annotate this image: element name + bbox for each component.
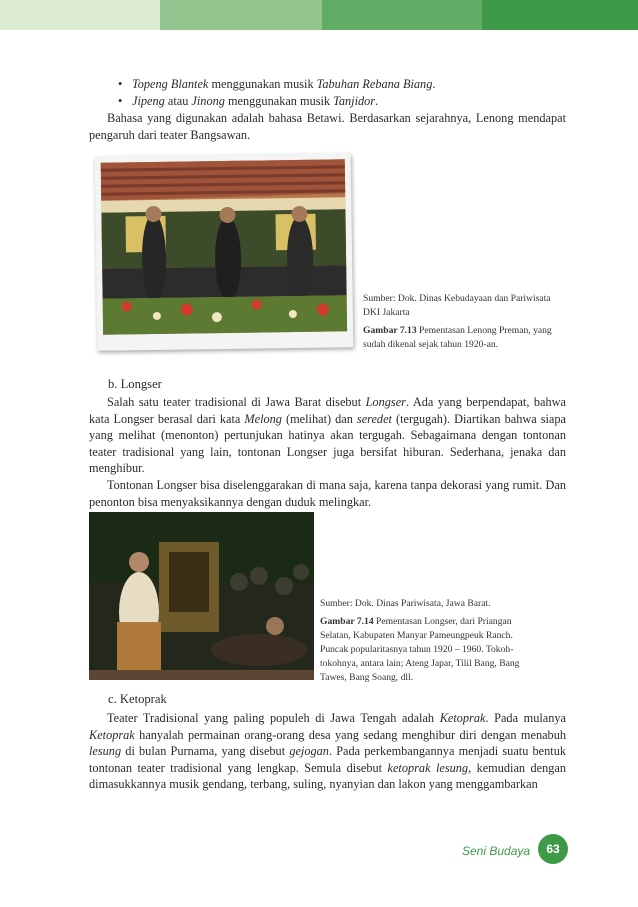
figure-caption: Sumber: Dok. Dinas Pariwisata, Jawa Barat. Gambar 7.14 Pementasan Longser, dari Priangan Selatan, Kabupaten Manyar Pameungpeuk Ranch. Puncak popularitasnya tahun 1920 – 1960. Tokoh-tokohnya, antara lain; Ateng Japar, Tilil Bang, Bang Tawes, Bang Soang, dll. [320,598,520,683]
section-heading: b. Longser [108,377,162,391]
header-bar-4 [482,0,638,30]
header-bar-2 [160,0,322,30]
figure-caption: Sumber: Dok. Dinas Kebudayaan dan Pariwisata DKI Jakarta Gambar 7.13 Pementasan Lenong Preman, yang sudah dikenal sejak tahun 1920-an. [363,293,552,350]
longser-paragraph: Salah satu teater tradisional di Jawa Barat disebut Longser. Ada yang berpendapat, bahwa kata Longser berasal dari kata Melong (melihat) dan seredet (tergugah). Diartikan bahwa siapa yang melihat (menonton) pertunjukan hatinya akan tergugah. Sebagaimana dengan tontonan teater tradisional yang lain, tontonan Longser juga bersifat hiburan. Sederhana, jenaka dan menghibur. Tontonan Longser bisa diselenggarakan di mana saja, karena tanpa dekorasi yang rumit. Dan penonton bisa menyaksikannya dengan duduk melingkar. [89,395,566,509]
bullet-dot-icon: • [118,77,123,91]
header-bar-3 [322,0,482,30]
bullet-dot-icon: • [118,94,123,108]
bullet-item: • Topeng Blantek menggunakan musik Tabuhan Rebana Biang. [118,77,436,91]
bullet-item: • Jipeng atau Jinong menggunakan musik Tanjidor. [118,94,379,108]
header-bar-1 [0,0,160,30]
footer-book-title: Seni Budaya [462,844,531,858]
photo-longser [89,512,314,680]
page-number-badge: 63 [538,834,568,864]
section-heading: c. Ketoprak [108,692,167,706]
intro-paragraph: Bahasa yang digunakan adalah bahasa Betawi. Berdasarkan sejarahnya, Lenong mendapat pengaruh dari teater Bangsawan. [89,111,566,142]
photo-lenong-preman [95,153,354,351]
ketoprak-paragraph: Teater Tradisional yang paling populeh di Jawa Tengah adalah Ketoprak. Pada mulanya Ketoprak hanyalah permainan orang-orang desa yang sedang menghibur diri dengan menabuh lesung di bulan Purnama, yang disebut gejogan. Pada perkembangannya menjadi suatu bentuk tontonan teater tradisional yang lengkap. Semula disebut ketoprak lesung, kemudian dengan dimasukkannya musik gendang, terbang, suling, nyanyian dan lakon yang menggambarkan [89,711,566,792]
